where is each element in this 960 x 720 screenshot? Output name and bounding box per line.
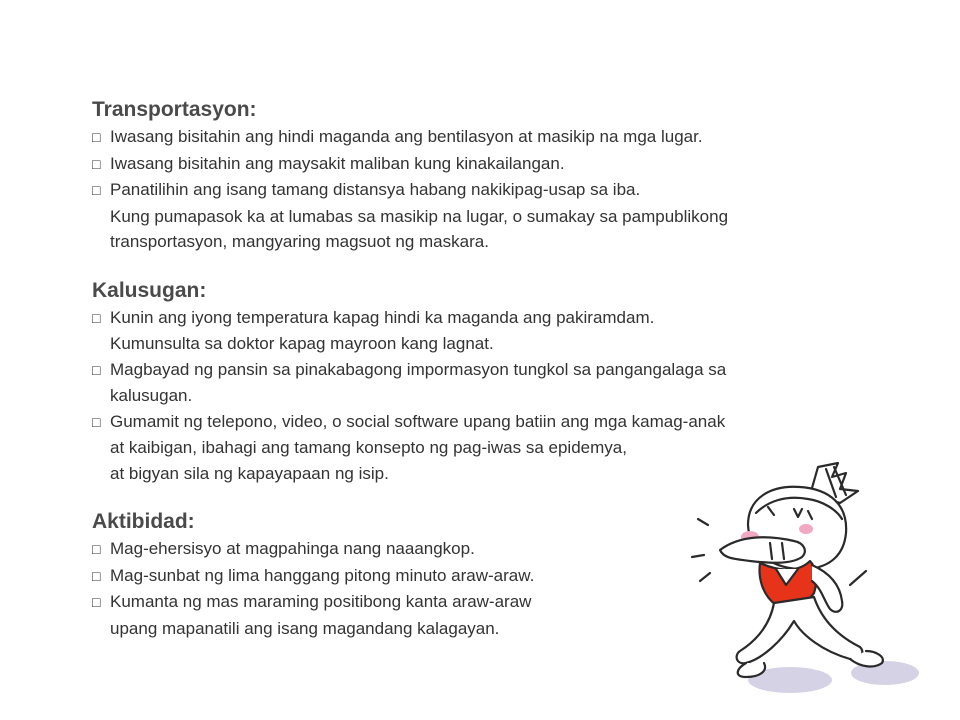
continuation-line: upang mapanatili ang isang magandang kalagayan.: [110, 618, 500, 638]
continuation-line: Kung pumapasok ka at lumabas sa masikip na lugar, o sumakay sa pampublikong: [110, 206, 729, 226]
line-text: Magbayad ng pansin sa pinakabagong impormasyon tungkol sa pangangalaga sa: [110, 359, 727, 379]
bullet-line: [92, 357, 892, 384]
coughing-kid-illustration: [690, 455, 950, 710]
checkbox-bullet-icon: □: [92, 309, 101, 326]
bullet-line: [92, 305, 892, 332]
checkbox-bullet-icon: □: [92, 182, 101, 198]
line-text: Kunin ang iyong temperatura kapag hindi ka maganda ang pakiramdam.: [110, 307, 655, 327]
bullet-line: [92, 177, 892, 204]
continuation-line: Kumunsulta sa doktor kapag mayroon kang lagnat.: [110, 334, 494, 353]
continuation-line: transportasyon, mangyaring magsuot ng maskara.: [110, 232, 489, 251]
bullet-line: [92, 151, 892, 178]
pants: [737, 597, 863, 663]
bullet-line: [92, 409, 892, 436]
continuation-line: at bigyan sila ng kapayapaan ng isip.: [110, 463, 389, 483]
section-heading: Kalusugan:: [92, 278, 207, 302]
line-text: Iwasang bisitahin ang maysakit maliban kung kinakailangan.: [110, 153, 565, 173]
cough-line-3: [700, 573, 710, 581]
cough-line-2: [692, 555, 704, 557]
checkbox-bullet-icon: □: [92, 567, 101, 584]
checkbox-bullet-icon: □: [92, 155, 101, 172]
line-text: Panatilihin ang isang tamang distansya habang nakikipag-usap sa iba.: [110, 180, 641, 199]
continuation-line: at kaibigan, ibahagi ang tamang konsepto ng pag-iwas sa epidemya,: [110, 438, 627, 457]
elbow-arm: [720, 537, 805, 563]
line-text: Gumamit ng telepono, video, o social software upang batiin ang mga kamag-anak: [110, 411, 726, 431]
cough-line-1: [698, 519, 708, 525]
bullet-line: [92, 124, 892, 151]
line-text: Kumanta ng mas maraming positibong kanta araw-araw: [110, 592, 532, 611]
section-heading: Transportasyon:: [92, 98, 257, 121]
checkbox-bullet-icon: □: [92, 594, 101, 610]
checkbox-bullet-icon: □: [92, 129, 101, 145]
line-text: Mag-ehersisyo at magpahinga nang naaangkop.: [110, 539, 475, 558]
continuation-line: kalusugan.: [110, 386, 193, 405]
cheek-right: [799, 524, 813, 534]
checkbox-bullet-icon: □: [92, 361, 101, 378]
line-text: Mag-sunbat ng lima hanggang pitong minuto araw-araw.: [110, 565, 535, 585]
checkbox-bullet-icon: □: [92, 413, 101, 430]
section-heading: Aktibidad:: [92, 510, 195, 533]
checkbox-bullet-icon: □: [92, 541, 101, 557]
line-text: Iwasang bisitahin ang hindi maganda ang bentilasyon at masikip na mga lugar.: [110, 127, 703, 146]
section-transportasyon: [92, 96, 892, 255]
